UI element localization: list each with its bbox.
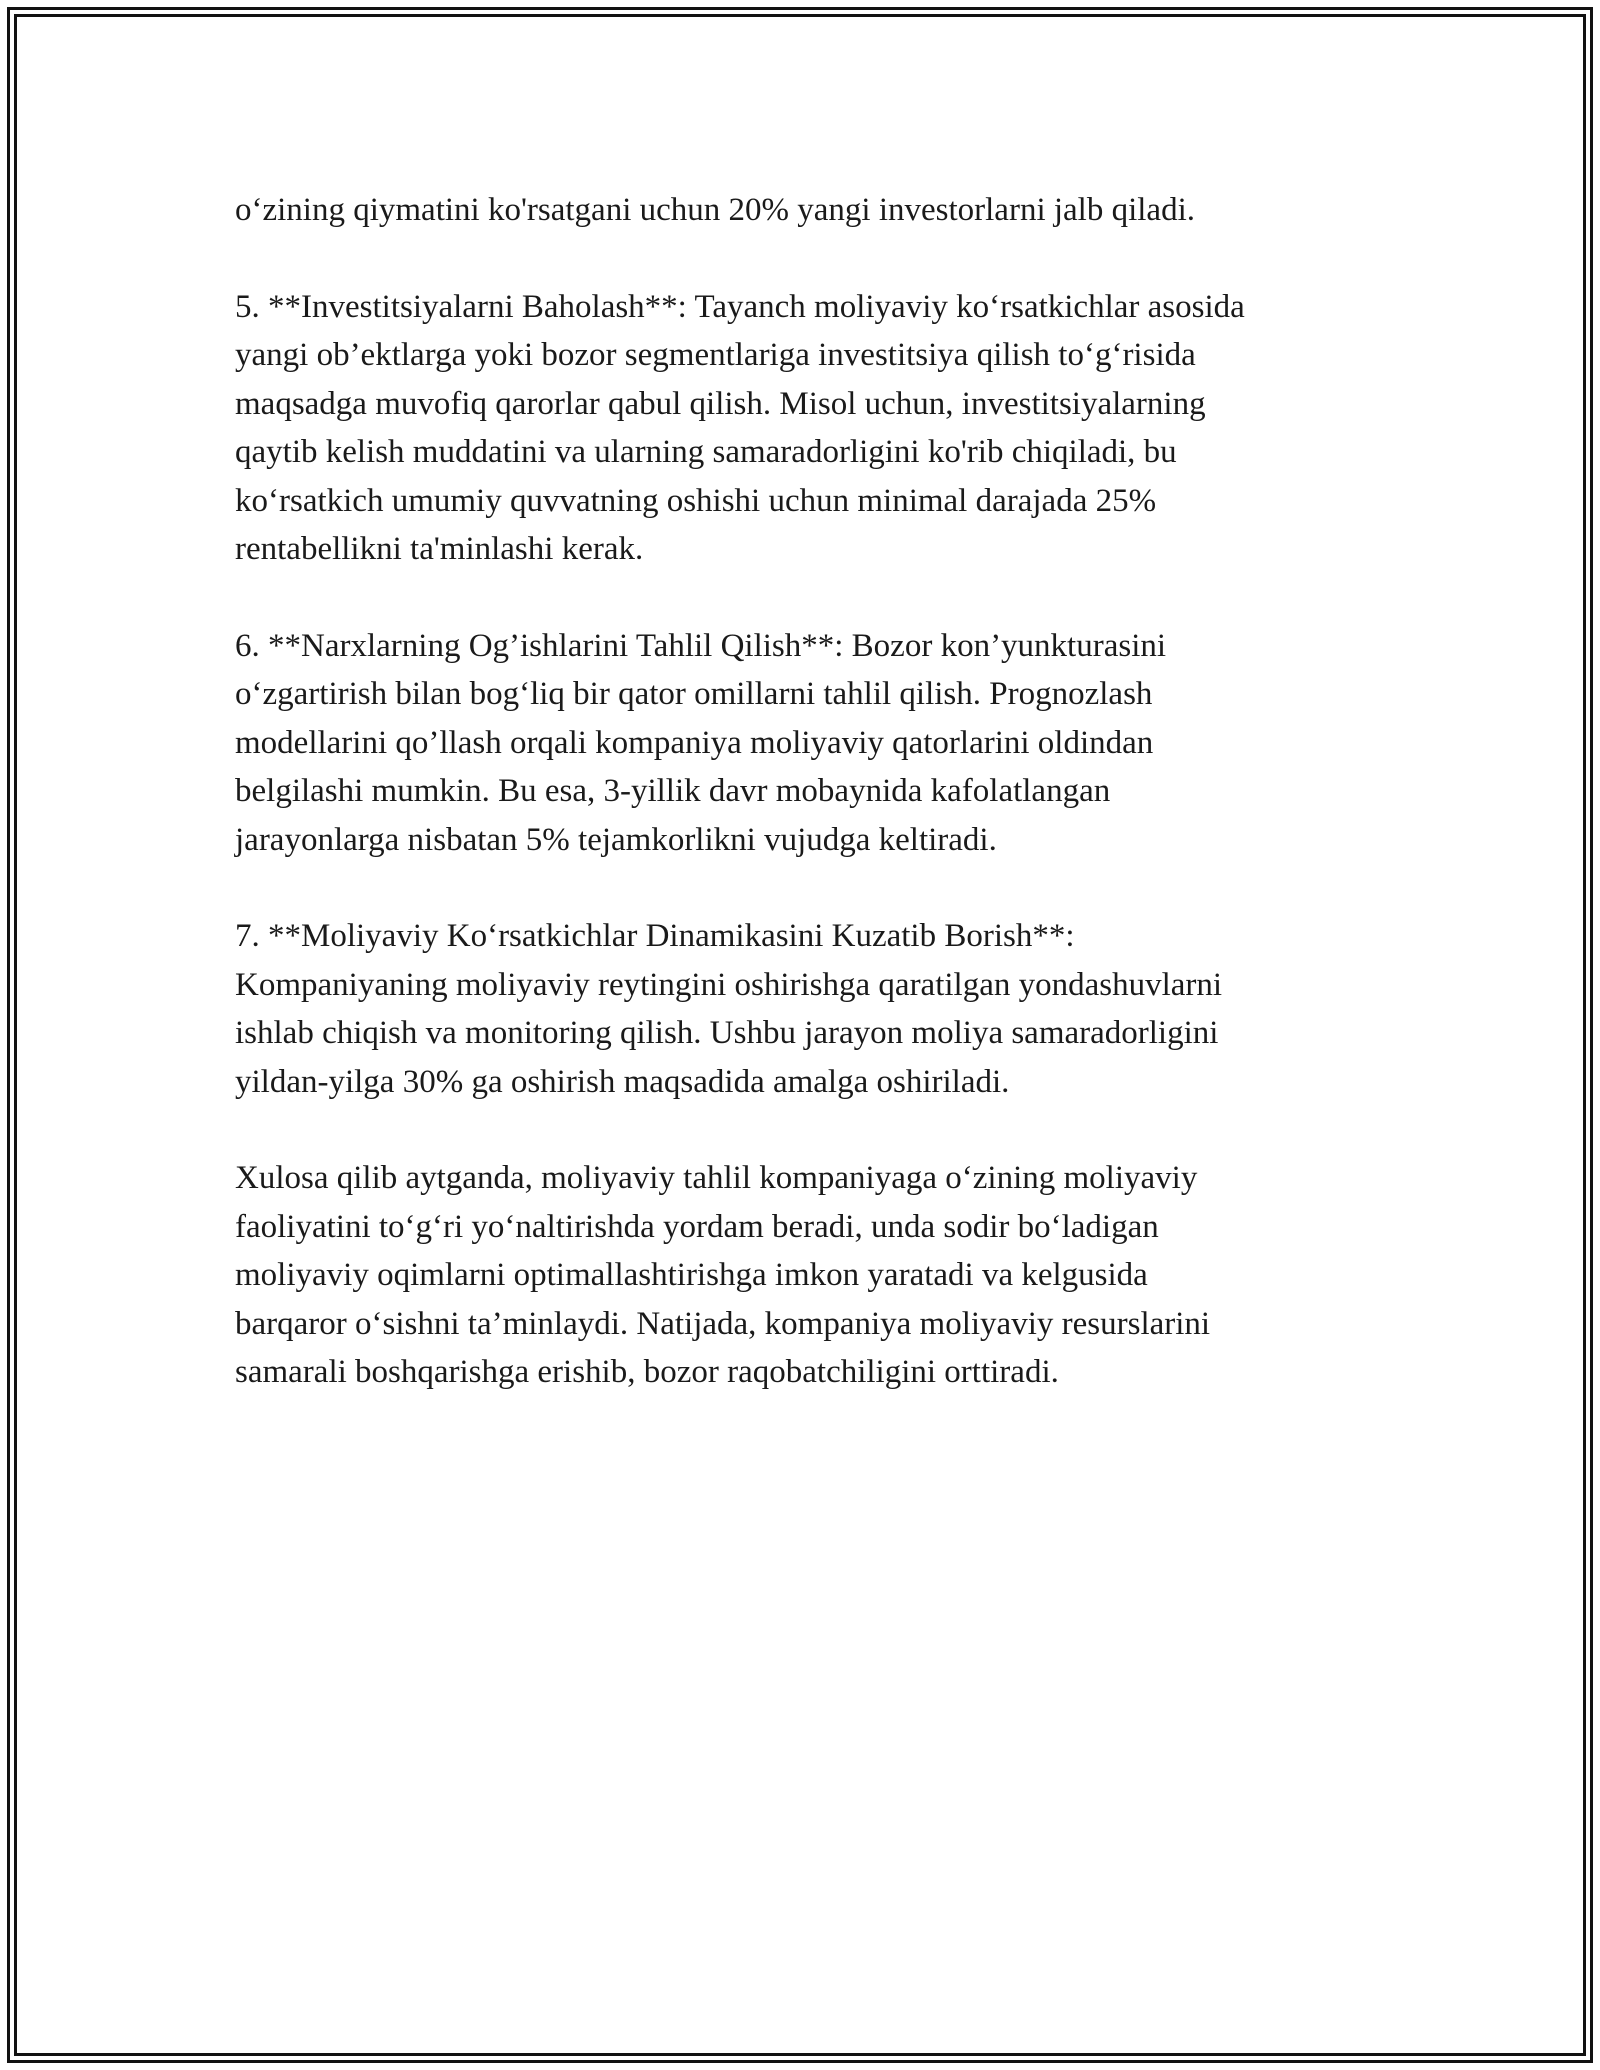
paragraph-item-7-financial-indicator-dynamics: 7. **Moliyaviy Ko‘rsatkichlar Dinamikasini Kuzatib Borish**: Kompaniyaning moliyaviy reytingini oshirishga qaratilgan yondashuvlarni ishlab chiqish va monitoring qilish. Ushbu jarayon moliya samaradorligini yildan-yilga 30% ga oshirish maqsadida amalga oshiriladi.	[235, 918, 1223, 1100]
paragraph-conclusion: Xulosa qilib aytganda, moliyaviy tahlil kompaniyaga o‘zining moliyaviy faoliyatini to‘g‘ri yo‘naltirishda yordam beradi, unda sodir bo‘ladigan moliyaviy oqimlarni optimallashtirishga imkon yaratadi va kelgusida barqaror o‘sishni ta’minlaydi. Natijada, kompaniya moliyaviy resurslarini samarali boshqarishga erishib, bozor raqobatchiligini orttiradi.	[235, 1160, 1211, 1390]
paragraph-item-6-price-deviation-analysis: 6. **Narxlarning Og’ishlarini Tahlil Qilish**: Bozor kon’yunkturasini o‘zgartirish bilan bog‘liq bir qator omillarni tahlil qilish. Prognozlash modellarini qo’llash orqali kompaniya moliyaviy qatorlarini oldindan belgilashi mumkin. Bu esa, 3-yillik davr mobaynida kafolatlangan jarayonlarga nisbatan 5% tejamkorlikni vujudga keltiradi.	[235, 627, 1167, 858]
document-body	[235, 186, 1385, 1445]
paragraph-continuation: o‘zining qiymatini ko'rsatgani uchun 20% yangi investorlarni jalb qiladi.	[235, 192, 1195, 228]
paragraph-item-5-investment-evaluation: 5. **Investitsiyalarni Baholash**: Tayanch moliyaviy ko‘rsatkichlar asosida yangi ob’ektlarga yoki bozor segmentlariga investitsiya qilish to‘g‘risida maqsadga muvofiq qarorlar qabul qilish. Misol uchun, investitsiyalarning qaytib kelish muddatini va ularning samaradorligini ko'rib chiqiladi, bu ko‘rsatkich umumiy quvvatning oshishi uchun minimal darajada 25% rentabellikni ta'minlashi kerak.	[235, 288, 1245, 567]
